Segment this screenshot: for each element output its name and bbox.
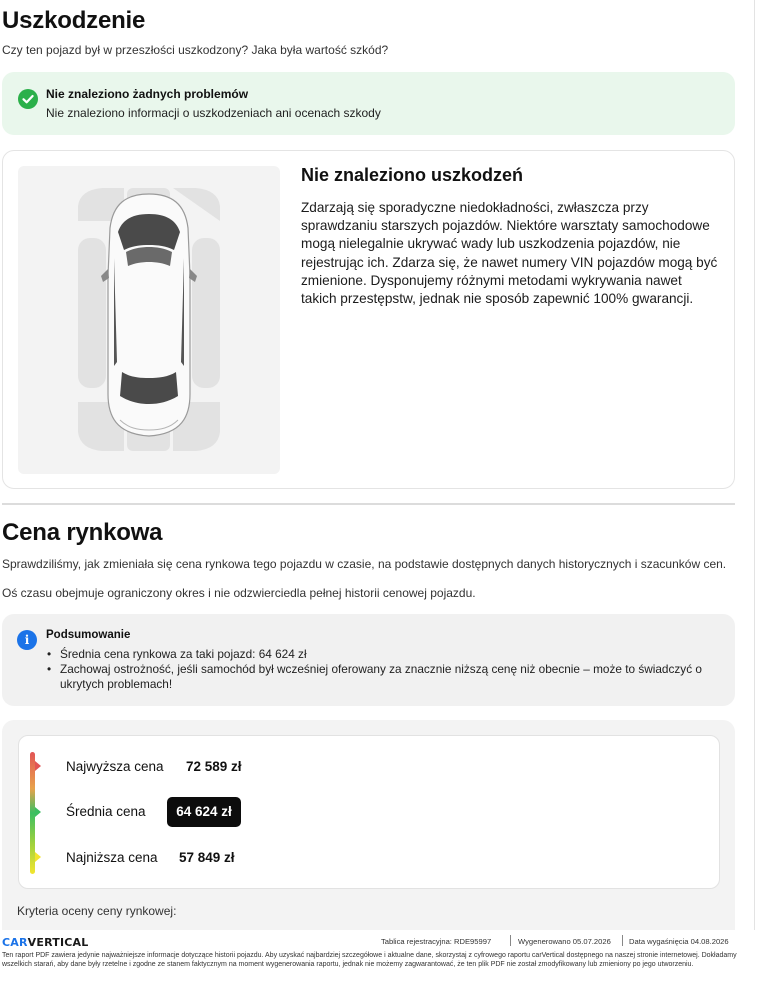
no-damage-description: Zdarzają się sporadyczne niedokładności, zwłaszcza przy sprawdzaniu starszych pojazdów. Niektóre warsztaty samochodowe mogą nielegalnie ukrywać wady lub uszkodzenia pojazdów, nie rejestrując ich. Zdarza się, że nawet numery VIN pojazdów mogą być zmienione. Dysponujemy różnymi metodami wykrywania nawet takich przestępstw, jednak nie sposób zapewnić 100% gwarancji.: [301, 200, 718, 307]
damage-section-title: Uszkodzenie: [2, 7, 146, 34]
summary-title: Podsumowanie: [46, 629, 131, 641]
generated-date: Wygenerowano 05.07.2026: [518, 937, 611, 946]
highest-price-value: 72 589 zł: [186, 759, 242, 774]
damage-card: [2, 150, 735, 489]
logo-part-car: CAR: [2, 936, 28, 949]
no-damage-title: Nie znaleziono uszkodzeń: [301, 165, 524, 185]
lowest-price-label: Najniższa cena: [66, 850, 158, 865]
summary-item-average: • Średnia cena rynkowa za taki pojazd: 64 624 zł: [46, 647, 706, 662]
market-price-intro: Sprawdziliśmy, jak zmieniała się cena rynkowa tego pojazdu w czasie, na podstawie dostępnych danych historycznych i szacunków cen.: [2, 557, 727, 571]
highest-price-marker: [35, 761, 41, 771]
page-edge-rule: [754, 0, 755, 1000]
car-damage-diagram: [18, 166, 280, 474]
damage-section-subtitle: Czy ten pojazd był w przeszłości uszkodzony? Jaka była wartość szkód?: [2, 43, 389, 57]
lowest-price-value: 57 849 zł: [179, 850, 235, 865]
logo-part-vertical: VERTICAL: [27, 936, 89, 949]
price-range-panel: [2, 720, 735, 930]
summary-item-warning: • Zachowaj ostrożność, jeśli samochód był wcześniej oferowany za znacznie niższą cenę niż obecnie – może to świadczyć o ukrytych problemach!: [46, 662, 706, 692]
highest-price-label: Najwyższa cena: [66, 759, 164, 774]
price-criteria-label: Kryteria oceny ceny rynkowej:: [17, 904, 177, 918]
footer-separator: [510, 935, 511, 946]
info-icon: i: [17, 630, 37, 650]
summary-list: [46, 647, 706, 692]
no-problems-banner: [2, 72, 735, 135]
average-price-label: Średnia cena: [66, 804, 146, 819]
market-price-timeline-note: Oś czasu obejmuje ograniczony okres i nie odzwierciedla pełnej historii cenowej pojazdu.: [2, 586, 476, 600]
footer-separator: [622, 935, 623, 946]
average-price-marker: [35, 807, 41, 817]
section-divider: [2, 503, 735, 505]
check-circle-icon: [18, 89, 38, 109]
report-footer: [0, 930, 761, 1000]
footer-disclaimer: Ten raport PDF zawiera jedynie najważniejsze informacje dotyczące historii pojazdu. Aby uzyskać najbardziej szczegółowe i aktualne dane, skorzystaj z cyfrowego raportu carVertical dostępnego na naszej stronie internetowej. Dokładamy wszelkich starań, aby dane były rzetelne i zgodne ze stanem faktycznym na moment wygenerowania raportu, jednak nie możemy zagwarantować, że ten plik PDF nie został zmodyfikowany lub zmieniony po jego utworzeniu.: [2, 952, 737, 969]
expiry-date: Data wygaśnięcia 04.08.2026: [629, 937, 729, 946]
carvertical-logo: [2, 936, 88, 949]
no-problems-title: Nie znaleziono żadnych problemów: [46, 87, 249, 101]
no-problems-text: Nie znaleziono informacji o uszkodzeniach ani ocenach szkody: [46, 106, 381, 120]
registration-plate: Tablica rejestracyjna: RDE95997: [381, 937, 492, 946]
summary-box: [2, 614, 735, 706]
lowest-price-marker: [35, 852, 41, 862]
car-top-view-icon: [18, 166, 280, 474]
market-price-title: Cena rynkowa: [2, 519, 163, 546]
average-price-badge: 64 624 zł: [167, 797, 241, 827]
